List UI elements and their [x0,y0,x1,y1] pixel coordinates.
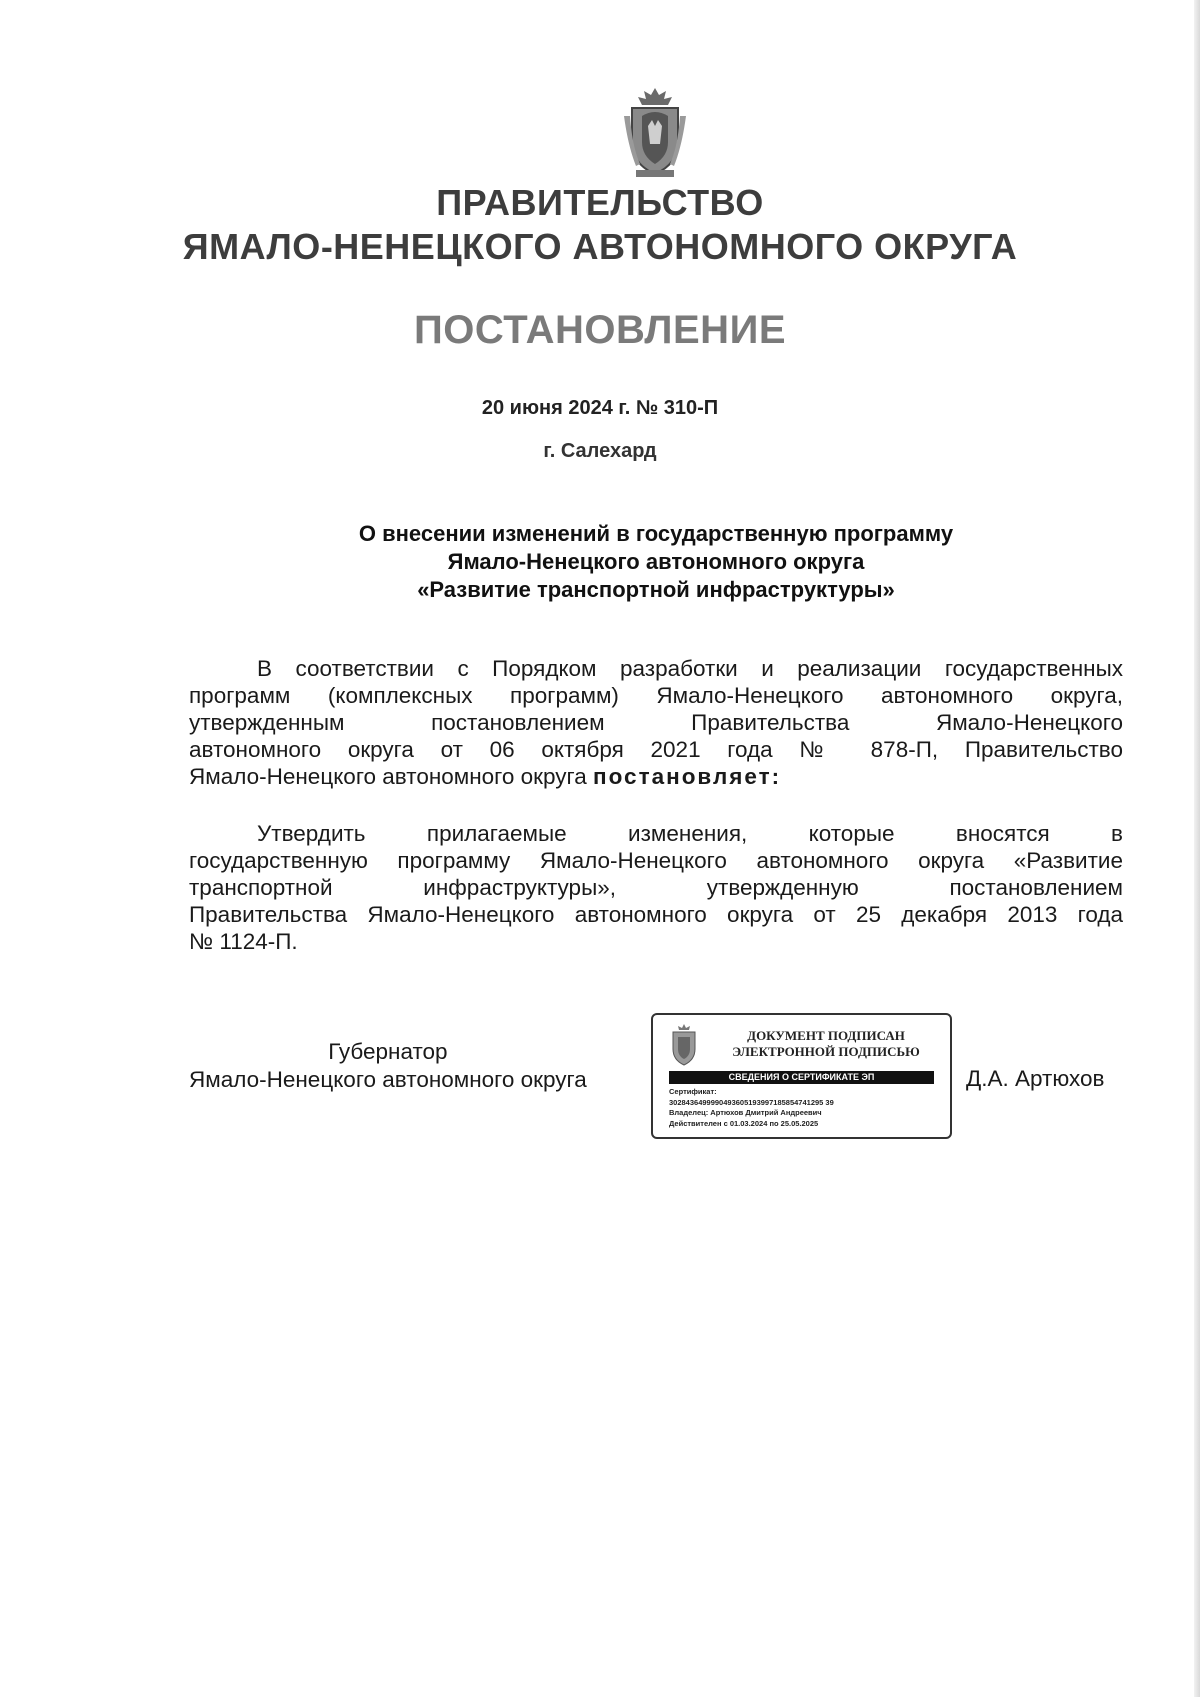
resolution-verb: постановляет: [593,764,782,789]
paragraph-line: автономного округа от 06 октября 2021 года № 878-П, Правительство [189,737,1123,762]
document-date-number: 20 июня 2024 г. № 310-П [481,397,719,419]
paragraph-line: № 1124-П. [189,929,298,954]
stamp-emblem-icon [669,1023,699,1067]
paragraph-line: транспортной инфраструктуры», утвержденную постановлением [189,875,1123,900]
subject-line: О внесении изменений в государственную программу [358,521,954,546]
stamp-certificate-label: Сертификат: [669,1087,717,1096]
electronic-signature-stamp [651,1013,952,1139]
document-type: ПОСТАНОВЛЕНИЕ [413,308,786,352]
subject-line: Ямало-Ненецкого автономного округа [447,549,865,574]
stamp-validity: Действителен с 01.03.2024 по 25.05.2025 [669,1118,819,1128]
paragraph-line: Утвердить прилагаемые изменения, которые вносятся в [257,821,1123,846]
government-title-line2: ЯМАЛО-НЕНЕЦКОГО АВТОНОМНОГО ОКРУГА [182,226,1018,267]
signer-name: Д.А. Артюхов [966,1066,1105,1091]
page-edge-shadow [1194,0,1200,1697]
signatory-position-line1: Губернатор [328,1039,448,1064]
paragraph-line: В соответствии с Порядком разработки и реализации государственных [257,656,1123,681]
stamp-title-line1: ДОКУМЕНТ ПОДПИСАН [747,1028,905,1043]
government-title-line1: ПРАВИТЕЛЬСТВО [436,182,764,223]
stamp-certificate-number: 3028436499990493605193997185854741295 39 [669,1097,834,1107]
stamp-certificate-info [669,1087,834,1129]
body-paragraph-2 [189,820,1123,955]
signatory-position-line2: Ямало-Ненецкого автономного округа [189,1067,587,1092]
signatory-position [189,1038,587,1094]
document-subject [190,520,1122,604]
paragraph-line: Ямало-Ненецкого автономного округа [189,764,587,789]
paragraph-line: программ (комплексных программ) Ямало-Ненецкого автономного округа, [189,683,1123,708]
document-city: г. Салехард [543,440,657,462]
paragraph-line: утвержденным постановлением Правительства Ямало-Ненецкого [189,710,1123,735]
paragraph-line: государственную программу Ямало-Ненецкого автономного округа «Развитие [189,848,1123,873]
stamp-owner: Владелец: Артюхов Дмитрий Андреевич [669,1108,822,1117]
coat-of-arms-emblem [622,86,688,180]
paragraph-line-last [189,763,1123,790]
paragraph-line: Правительства Ямало-Ненецкого автономного округа от 25 декабря 2013 года [189,902,1123,927]
body-paragraph-1 [189,655,1123,790]
stamp-certificate-bar: СВЕДЕНИЯ О СЕРТИФИКАТЕ ЭП [669,1071,934,1084]
stamp-title [713,1028,939,1060]
subject-line: «Развитие транспортной инфраструктуры» [417,577,895,602]
stamp-title-line2: ЭЛЕКТРОННОЙ ПОДПИСЬЮ [732,1044,920,1059]
